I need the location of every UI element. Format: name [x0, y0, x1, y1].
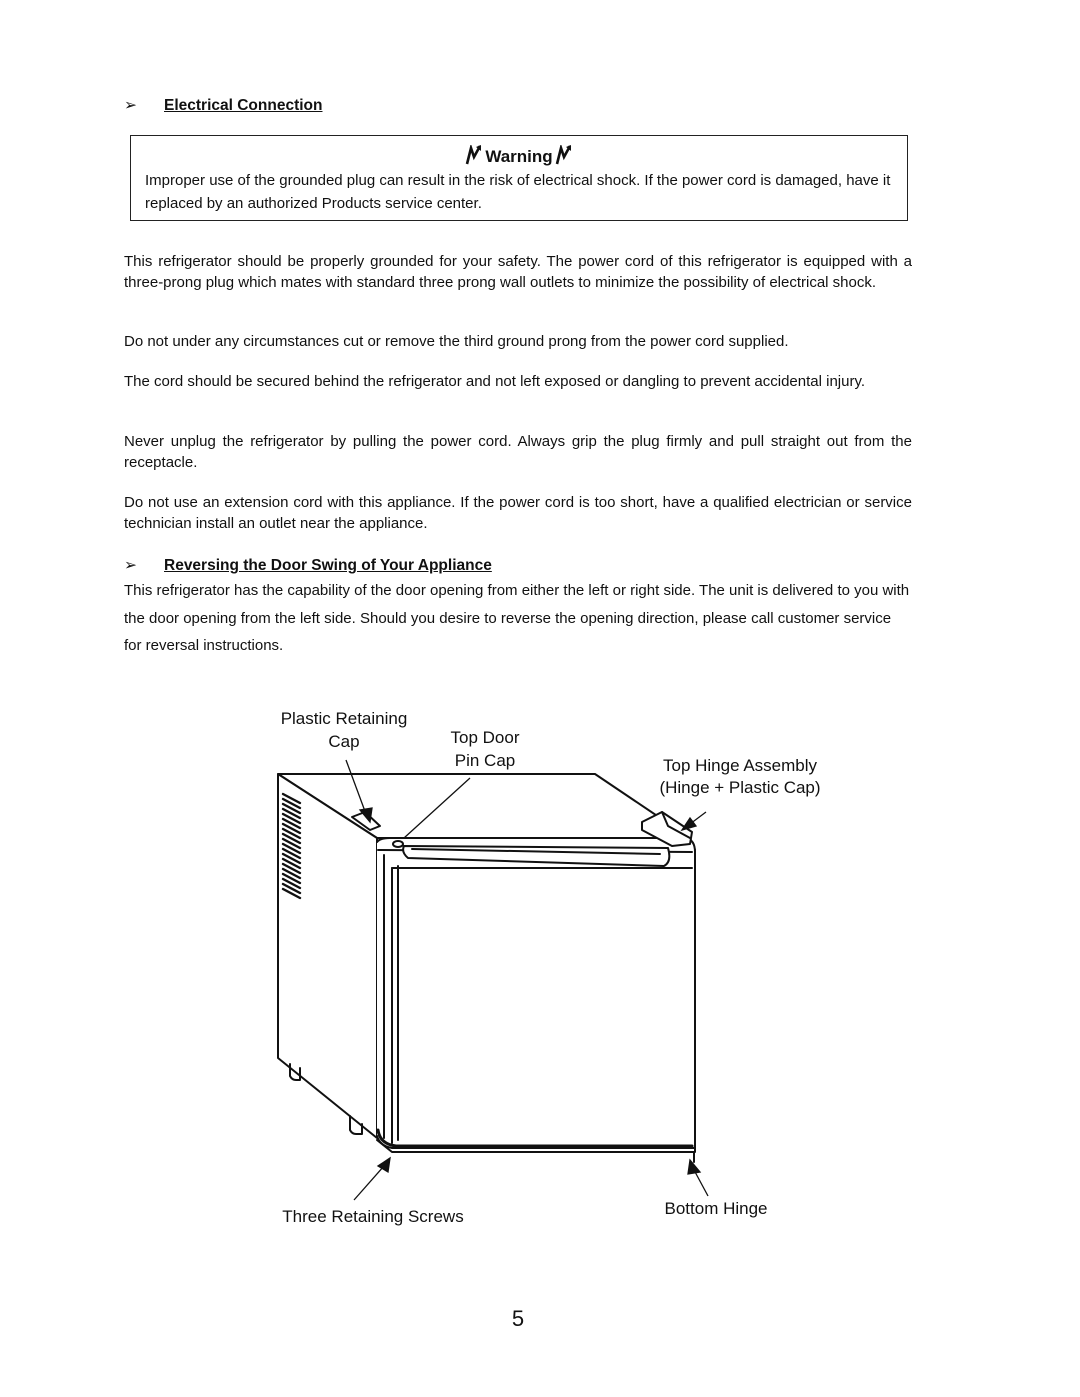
warning-title-text: Warning — [485, 147, 553, 166]
top-door-pin-cap-label-line1: Top Door — [450, 728, 520, 747]
paragraph-extension-cord: Do not use an extension cord with this appliance. If the power cord is too short, have a qualified electrician or service technician install an outlet near the appliance. — [124, 494, 912, 532]
paragraph-cord-secured: The cord should be secured behind the refrigerator and not left exposed or dangling to prevent accidental injury. — [124, 373, 866, 390]
bullet-arrow-icon: ➢ — [124, 557, 137, 574]
warning-text: Improper use of the grounded plug can result in the risk of electrical shock. If the power cord is damaged, have it replaced by an authorized Products service center. — [145, 172, 891, 212]
paragraph-unplug: Never unplug the refrigerator by pulling the power cord. Always grip the plug firmly and pull straight out from the receptacle. — [124, 433, 912, 471]
plastic-retaining-cap-label-line1: Plastic Retaining — [280, 709, 408, 728]
bottom-hinge-label: Bottom Hinge — [664, 1199, 768, 1218]
three-retaining-screws-label: Three Retaining Screws — [282, 1207, 464, 1226]
page-number: 5 — [511, 1306, 525, 1331]
paragraph-reversing: This refrigerator has the capability of the door opening from either the left or right side. The unit is delivered to you with the door opening from the left side. Should you desire to reverse the opening direction, please call customer service for reversal instructions. — [124, 582, 910, 654]
paragraph-ground-prong: Do not under any circumstances cut or remove the third ground prong from the power cord supplied. — [124, 333, 789, 350]
paragraph-grounding: This refrigerator should be properly grounded for your safety. The power cord of this refrigerator is equipped with a three-prong plug which mates with standard three prong wall outlets to minimize the possibility of electrical shock. — [124, 253, 912, 291]
electrical-connection-title: Electrical Connection — [164, 97, 323, 114]
reversing-door-title: Reversing the Door Swing of Your Appliance — [164, 557, 492, 574]
plastic-retaining-cap-label-line2: Cap — [328, 732, 360, 751]
top-hinge-assembly-label-line2: (Hinge + Plastic Cap) — [659, 778, 821, 797]
bullet-arrow-icon: ➢ — [124, 97, 137, 114]
top-hinge-assembly-label-line1: Top Hinge Assembly — [662, 756, 818, 775]
top-door-pin-cap-label-line2: Pin Cap — [454, 751, 516, 770]
